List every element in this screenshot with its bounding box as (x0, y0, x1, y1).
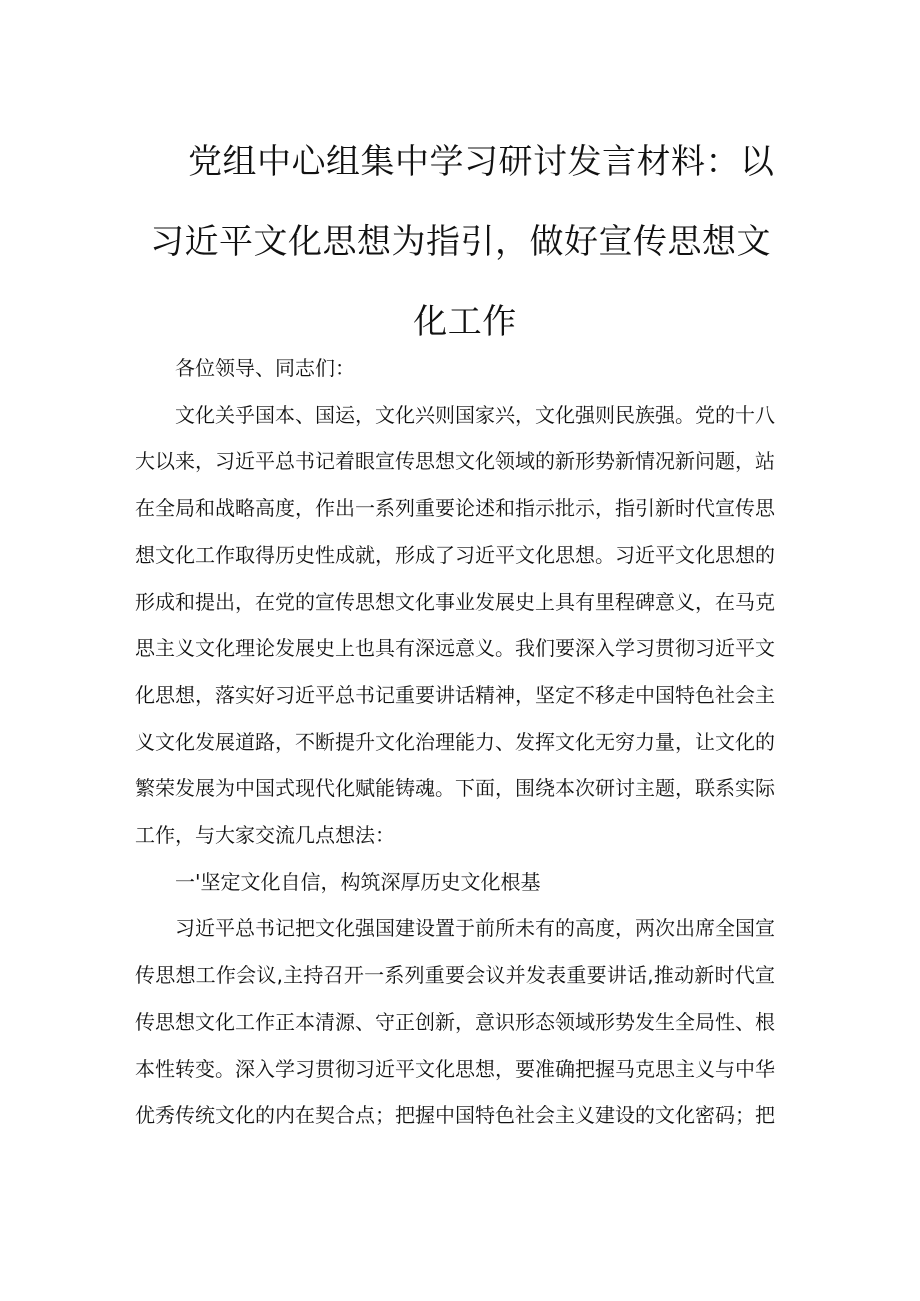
title-line-1: 党组中心组集中学习研讨发言材料：以 (188, 142, 775, 182)
paragraph-section-1: 习近平总书记把文化强国建设置于前所未有的高度，两次出席全国宣传思想工作会议,主持召开一系列重要会议并发表重要讲话,推动新时代宣传思想文化工作正本清源、守正创新，意识形态领域形势发生全局性、根本性转变。深入学习贯彻习近平文化思想，要准确把握马克思主义与中华优秀传统文化的内在契合点；把握中国特色社会主义建设的文化密码；把 (135, 916, 775, 1128)
document-title (140, 122, 780, 362)
paragraph-intro: 文化关乎国本、国运，文化兴则国家兴，文化强则民族强。党的十八大以来，习近平总书记着眼宣传思想文化领域的新形势新情况新问题，站在全局和战略高度，作出一系列重要论述和指示批示，指引新时代宣传思想文化工作取得历史性成就，形成了习近平文化思想。习近平文化思想的形成和提出，在党的宣传思想文化事业发展史上具有里程碑意义，在马克思主义文化理论发展史上也具有深远意义。我们要深入学习贯彻习近平文化思想，落实好习近平总书记重要讲话精神，坚定不移走中国特色社会主义文化发展道路，不断提升文化治理能力、发挥文化无穷力量，让文化的繁荣发展为中国式现代化赋能铸魂。下面，围绕本次研讨主题，联系实际工作，与大家交流几点想法： (135, 402, 775, 848)
title-line-2: 习近平文化思想为指引，做好宣传思想文 (150, 222, 771, 262)
document-body (135, 345, 775, 1139)
section-heading-1: 一'坚定文化自信，构筑深厚历史文化根基 (175, 869, 541, 894)
title-line-3: 化工作 (413, 302, 517, 342)
salutation: 各位领导、同志们： (175, 356, 355, 380)
